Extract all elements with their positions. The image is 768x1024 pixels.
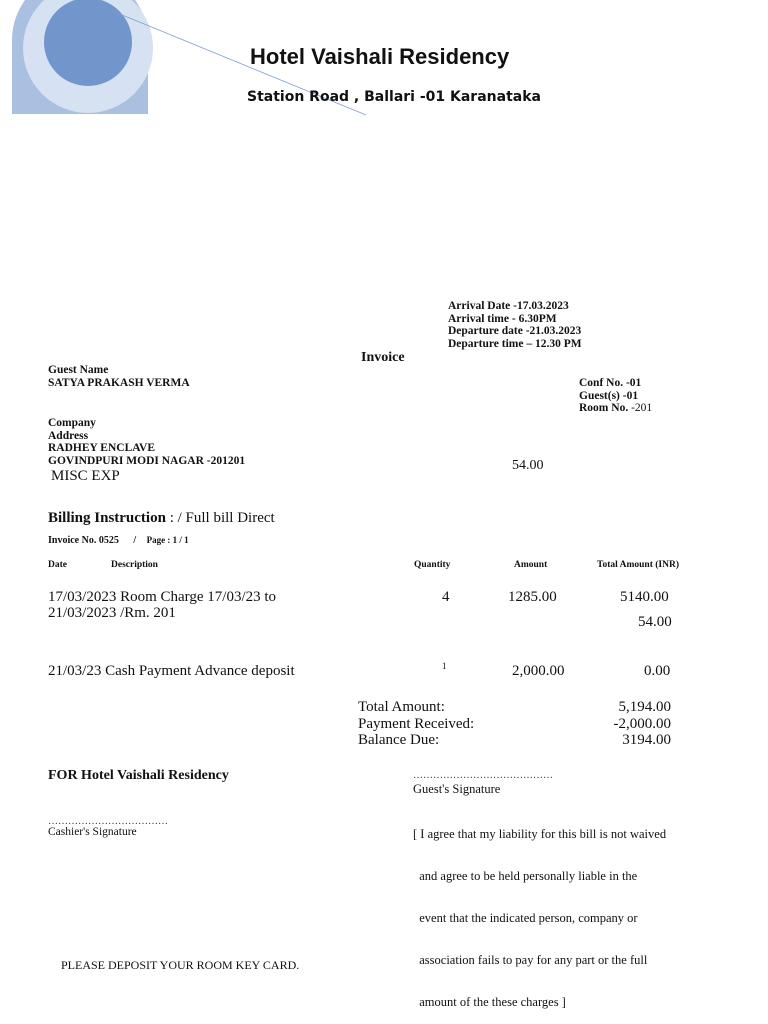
address-line-2: GOVINDPURI MODI NAGAR -201201	[48, 455, 246, 468]
logo-clip	[0, 114, 380, 120]
billing-instruction	[48, 510, 275, 527]
room-no-value: -201	[628, 402, 653, 415]
departure-time: Departure time – 12.30 PM	[448, 338, 582, 351]
balance-due-label: Balance Due:	[358, 732, 440, 748]
col-quantity: Quantity	[414, 560, 451, 570]
disclaimer-line-4: association fails to pay for any part or the full	[413, 953, 648, 967]
disclaimer-line-5: amount of the these charges ]	[413, 995, 566, 1009]
cashier-signature-label: Cashier's Signature	[48, 826, 137, 838]
payment-received-value: -2,000.00	[613, 715, 671, 732]
balance-due-value: 3194.00	[622, 732, 671, 748]
col-date: Date	[48, 560, 67, 570]
disclaimer-line-1: [ I agree that my liability for this bill is not waived	[413, 827, 667, 841]
row-2-description: 21/03/23 Cash Payment Advance deposit	[48, 663, 295, 679]
row-1-line-1: 17/03/2023 Room Charge 17/03/23 to	[48, 589, 277, 605]
address-label: Address	[48, 429, 89, 442]
guest-name-label: Guest Name	[48, 364, 109, 376]
total-amount-value: 5,194.00	[618, 699, 671, 715]
summary-values	[614, 699, 672, 749]
row-2-quantity: 1	[442, 661, 447, 671]
invoice-separator: /	[133, 535, 137, 546]
for-hotel: FOR Hotel Vaishali Residency	[48, 768, 229, 783]
row-1-quantity: 4	[442, 589, 450, 605]
row-1-line-2: 21/03/2023 /Rm. 201	[48, 605, 176, 621]
logo-clip-left	[0, 0, 12, 120]
guest-signature-label: Guest's Signature	[413, 782, 501, 796]
booking-details	[579, 377, 652, 415]
row-1-extra-total: 54.00	[638, 614, 672, 630]
invoice-number-line	[48, 535, 189, 546]
col-description: Description	[111, 560, 158, 570]
row-1-description	[48, 589, 276, 621]
arrival-date: Arrival Date -17.03.2023	[448, 300, 569, 312]
invoice-title: Invoice	[361, 350, 405, 365]
summary-labels	[358, 699, 474, 749]
billing-instruction-label: Billing Instruction	[48, 510, 166, 526]
key-card-notice: PLEASE DEPOSIT YOUR ROOM KEY CARD.	[61, 958, 300, 972]
misc-exp-amount: 54.00	[512, 458, 544, 473]
col-amount: Amount	[514, 560, 548, 570]
row-1-total: 5140.00	[620, 589, 669, 605]
arrival-time: Arrival time - 6.30PM	[448, 312, 557, 325]
col-total: Total Amount (INR)	[597, 560, 679, 570]
conf-no: Conf No. -01	[579, 377, 642, 389]
room-no	[579, 402, 652, 415]
row-2-amount: 2,000.00	[512, 663, 565, 679]
cashier-signature-line: ………………………………	[48, 816, 168, 827]
row-1-amount: 1285.00	[508, 589, 557, 605]
liability-disclaimer	[413, 799, 666, 1023]
hotel-address: Station Road , Ballari -01 Karanataka	[247, 89, 541, 105]
logo-inner-circle	[44, 0, 132, 86]
address-line-1: RADHEY ENCLAVE	[48, 442, 156, 455]
guest-signature-line: ……………………………………	[413, 770, 553, 781]
row-2-total: 0.00	[644, 663, 671, 679]
misc-exp-label: MISC EXP	[51, 468, 120, 484]
hotel-name: Hotel Vaishali Residency	[250, 44, 510, 69]
guest-count: Guest(s) -01	[579, 389, 639, 402]
billing-instruction-value: : / Full bill Direct	[165, 510, 275, 526]
page-number: Page : 1 / 1	[146, 535, 189, 545]
disclaimer-line-3: event that the indicated person, company or	[413, 911, 638, 925]
stay-details	[448, 300, 582, 351]
company-label: Company	[48, 417, 96, 429]
disclaimer-line-2: and agree to be held personally liable in the	[413, 869, 638, 883]
departure-date: Departure date -21.03.2023	[448, 325, 582, 338]
room-no-label: Room No.	[579, 402, 629, 415]
invoice-number: Invoice No. 0525	[48, 535, 119, 546]
payment-received-label: Payment Received:	[358, 715, 475, 732]
total-amount-label: Total Amount:	[358, 699, 445, 715]
guest-address-block	[48, 417, 245, 468]
guest-name: SATYA PRAKASH VERMA	[48, 377, 190, 389]
